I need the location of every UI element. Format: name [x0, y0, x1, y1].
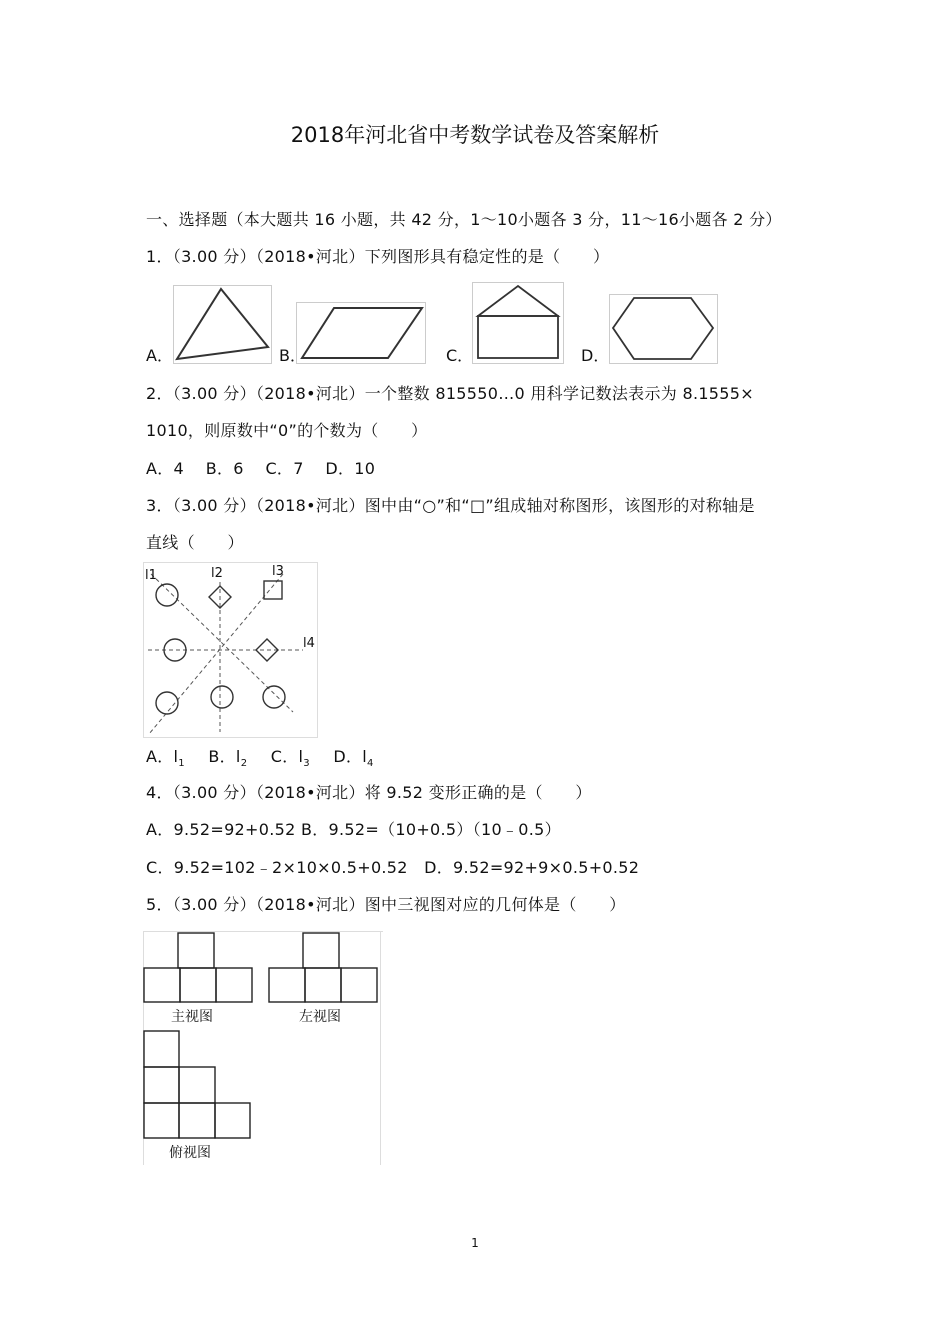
question-2-line-1: 2．（3.00 分）（2018•河北）一个整数 815550…0 用科学记数法表示为 8.1555×	[146, 384, 754, 403]
q3-option-a: A．l	[146, 747, 179, 766]
question-3-line-1: 3．（3.00 分）（2018•河北）图中由“○”和“□”组成轴对称图形，该图形的对称轴是	[146, 496, 755, 515]
q1-parallelogram-figure	[296, 302, 426, 364]
document-title: 2018年河北省中考数学试卷及答案解析	[290, 123, 660, 147]
q1-house-figure	[472, 282, 564, 364]
q5-three-views-figure	[143, 931, 383, 1165]
q3-option-a-sub: 1	[178, 758, 185, 770]
question-5-stem: 5．（3.00 分）（2018•河北）图中三视图对应的几何体是（ ）	[146, 895, 626, 914]
q1-option-d-label: D．	[581, 346, 610, 365]
q3-option-b-sub: 2	[240, 758, 248, 770]
q1-triangle-figure	[173, 285, 272, 364]
q3-option-d-sub: 4	[367, 758, 374, 770]
q3-option-d: D．l	[333, 747, 368, 766]
q3-option-b: B．l	[208, 747, 241, 766]
q5-left-view-label: 左视图	[299, 1009, 341, 1025]
question-3-line-2: 直线（ ）	[146, 533, 244, 552]
q3-axis-label-l2: l2	[211, 566, 223, 581]
question-3-options	[146, 747, 374, 774]
q5-top-view-label: 俯视图	[169, 1145, 211, 1161]
q3-option-c: C．l	[270, 747, 304, 766]
question-4-options-ab: A．9.52=92+0.52 B．9.52=（10+0.5）（10﹣0.5）	[146, 820, 561, 839]
q1-option-b-label: B．	[279, 346, 306, 365]
question-4-stem: 4．（3.00 分）（2018•河北）将 9.52 变形正确的是（ ）	[146, 783, 592, 802]
q3-option-c-sub: 3	[303, 758, 310, 770]
q3-axis-label-l4: l4	[303, 636, 315, 651]
section-heading: 一、选择题（本大题共 16 小题，共 42 分，1～10小题各 3 分，11～16小题各 2 分）	[146, 210, 782, 229]
question-4-options-cd: C．9.52=102﹣2×10×0.5+0.52 D．9.52=92+9×0.5+0.52	[146, 858, 640, 877]
q3-axis-label-l3: l3	[272, 564, 284, 579]
page-number: 1	[471, 1236, 479, 1250]
question-2-line-2: 1010，则原数中“0”的个数为（ ）	[146, 421, 428, 440]
q1-option-c-label: C．	[446, 346, 474, 365]
q1-hexagon-figure	[609, 294, 718, 364]
question-2-options: A．4 B．6 C．7 D．10	[146, 459, 376, 478]
q3-axis-label-l1: l1	[145, 568, 157, 583]
q3-symmetry-figure	[143, 562, 318, 738]
question-1-stem: 1．（3.00 分）（2018•河北）下列图形具有稳定性的是（ ）	[146, 247, 610, 266]
q1-option-a-label: A．	[146, 346, 173, 365]
q5-front-view-label: 主视图	[171, 1009, 213, 1025]
